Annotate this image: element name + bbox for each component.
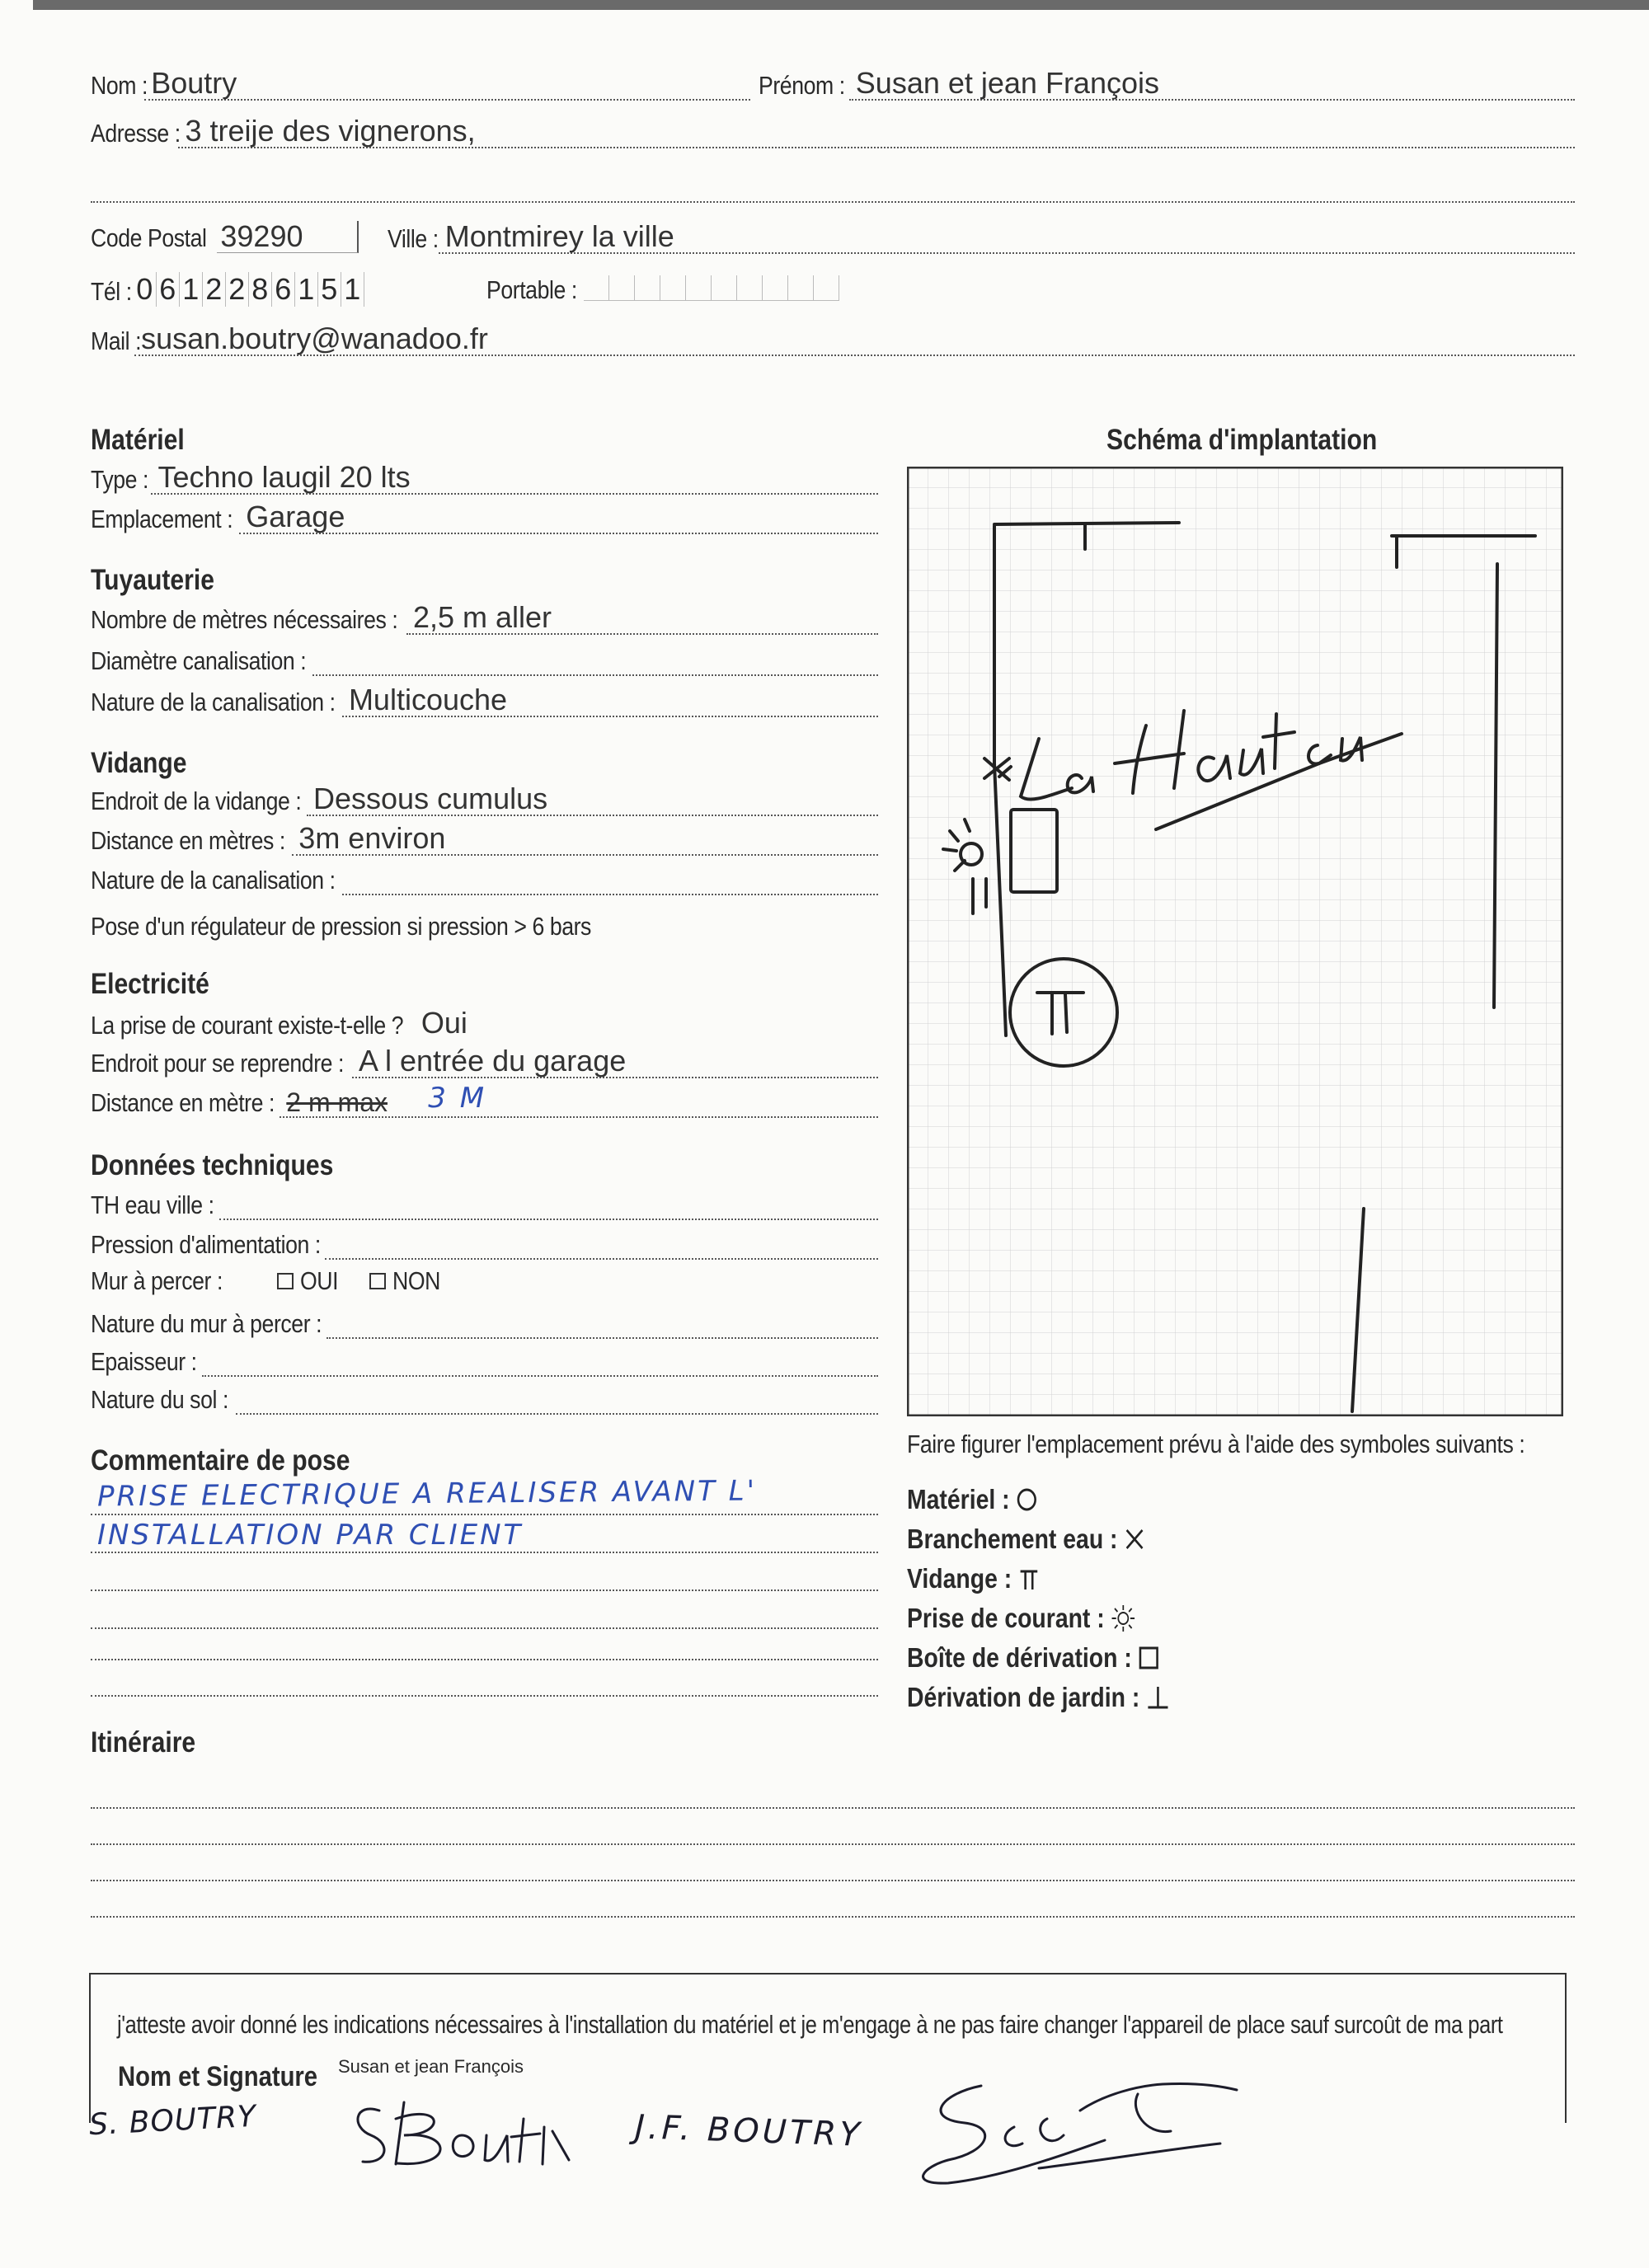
nature-mur-row bbox=[91, 1306, 878, 1339]
legend-branchement-label: Branchement eau : bbox=[907, 1524, 1118, 1554]
nature-canal-value[interactable]: Multicouche bbox=[348, 683, 508, 716]
tel-digit: 1 bbox=[341, 272, 364, 307]
commentaire-line[interactable] bbox=[91, 1626, 878, 1629]
reprendre-row bbox=[91, 1045, 878, 1078]
elec-distance-label: Distance en mètre : bbox=[91, 1088, 275, 1117]
commentaire-line[interactable] bbox=[91, 1693, 878, 1697]
vidange-title: Vidange bbox=[91, 747, 187, 779]
portable-boxes[interactable] bbox=[584, 275, 839, 305]
donnees-title: Données techniques bbox=[91, 1149, 334, 1181]
signature-s-boutry: S. BOUTRY bbox=[88, 2099, 258, 2143]
commentaire-title: Commentaire de pose bbox=[91, 1444, 350, 1477]
legend-derivation-jardin bbox=[907, 1682, 1170, 1713]
portable-label: Portable : bbox=[486, 275, 577, 304]
legend-branchement-eau bbox=[907, 1524, 1145, 1555]
emplacement-row bbox=[91, 501, 878, 534]
tel-digit: 8 bbox=[249, 272, 272, 307]
tel-digit: 6 bbox=[272, 272, 295, 307]
tel-row bbox=[91, 272, 364, 307]
cp-label: Code Postal bbox=[91, 223, 207, 252]
adresse-row bbox=[91, 115, 1575, 148]
reprendre-value[interactable]: A l entrée du garage bbox=[359, 1044, 627, 1078]
nom-value[interactable]: Boutry bbox=[151, 66, 237, 100]
emplacement-label: Emplacement : bbox=[91, 505, 233, 533]
legend-materiel bbox=[907, 1484, 1037, 1515]
type-row bbox=[91, 462, 878, 495]
mail-value[interactable]: susan.boutry@wanadoo.fr bbox=[141, 322, 488, 355]
adresse-line-2[interactable] bbox=[91, 200, 1575, 203]
adresse-label: Adresse : bbox=[91, 119, 181, 148]
portable-row bbox=[486, 275, 839, 305]
vidange-nature-label: Nature de la canalisation : bbox=[91, 866, 336, 895]
mur-non-checkbox[interactable] bbox=[369, 1266, 448, 1296]
ville-value[interactable]: Montmirey la ville bbox=[444, 219, 674, 253]
tel-label: Tél : bbox=[91, 277, 132, 306]
prenom-value[interactable]: Susan et jean François bbox=[855, 66, 1159, 100]
elec-distance-row bbox=[91, 1082, 878, 1118]
tel-digit: 2 bbox=[203, 272, 226, 307]
sol-row bbox=[91, 1382, 878, 1415]
sol-label: Nature du sol : bbox=[91, 1385, 228, 1414]
th-row bbox=[91, 1187, 878, 1220]
nom-row bbox=[91, 68, 750, 101]
vidange-distance-label: Distance en mètres : bbox=[91, 826, 285, 855]
vidange-nature-row bbox=[91, 862, 878, 895]
x-icon bbox=[1124, 1527, 1145, 1552]
prenom-label: Prénom : bbox=[759, 71, 845, 100]
mail-label: Mail : bbox=[91, 326, 142, 355]
commentaire-hand-line1: PRISE ELECTRIQUE A REALISER AVANT L' bbox=[96, 1474, 758, 1514]
commentaire-line[interactable] bbox=[91, 1512, 878, 1515]
legend-jardin-label: Dérivation de jardin : bbox=[907, 1682, 1140, 1712]
sun-icon bbox=[1111, 1604, 1135, 1632]
pression-row bbox=[91, 1227, 878, 1260]
vidange-endroit-value[interactable]: Dessous cumulus bbox=[313, 782, 548, 815]
type-value[interactable]: Techno laugil 20 lts bbox=[157, 460, 411, 494]
commentaire-line[interactable] bbox=[91, 1588, 878, 1591]
itineraire-line[interactable] bbox=[91, 1914, 1575, 1918]
tel-digit: 5 bbox=[318, 272, 341, 307]
vidange-endroit-row bbox=[91, 783, 878, 816]
elec-distance-hand[interactable]: 3 M bbox=[428, 1082, 487, 1115]
tel-digit: 0 bbox=[134, 272, 157, 307]
itineraire-title: Itinéraire bbox=[91, 1726, 196, 1759]
legend-vidange-label: Vidange : bbox=[907, 1563, 1012, 1594]
attestation-text: j'atteste avoir donné les indications nécessaires à l'installation du matériel et je m'engage à ne pas faire changer l'appareil de place sauf surcoût de ma part bbox=[117, 2010, 1503, 2039]
ville-row bbox=[388, 221, 1575, 254]
epaisseur-row bbox=[91, 1344, 878, 1377]
prenom-row bbox=[759, 68, 1575, 101]
vidange-endroit-label: Endroit de la vidange : bbox=[91, 787, 302, 815]
type-label: Type : bbox=[91, 465, 149, 494]
signature-jf-boutry: J.F. BOUTRY bbox=[634, 2108, 864, 2154]
legend-boite-label: Boîte de dérivation : bbox=[907, 1642, 1132, 1673]
nature-mur-label: Nature du mur à percer : bbox=[91, 1309, 322, 1338]
mur-non-label: NON bbox=[392, 1266, 440, 1295]
typed-names: Susan et jean François bbox=[338, 2056, 524, 2077]
signature-jf-scribble bbox=[890, 2061, 1245, 2193]
elec-distance-struck: 2 m max bbox=[286, 1087, 388, 1117]
mur-row bbox=[91, 1266, 448, 1296]
prise-row bbox=[91, 1006, 668, 1040]
schema-title: Schéma d'implantation bbox=[1106, 424, 1378, 456]
mail-row bbox=[91, 323, 1575, 356]
pression-label: Pression d'alimentation : bbox=[91, 1230, 321, 1259]
nature-canal-label: Nature de la canalisation : bbox=[91, 688, 336, 716]
tuyauterie-title: Tuyauterie bbox=[91, 564, 214, 596]
tel-digit: 6 bbox=[157, 272, 180, 307]
metres-label: Nombre de mètres nécessaires : bbox=[91, 605, 398, 634]
emplacement-value[interactable]: Garage bbox=[246, 500, 345, 533]
scan-border bbox=[33, 0, 1649, 10]
itineraire-line[interactable] bbox=[91, 1805, 1575, 1809]
pi-icon bbox=[1018, 1566, 1040, 1591]
diametre-label: Diamètre canalisation : bbox=[91, 646, 307, 675]
metres-row bbox=[91, 602, 878, 635]
itineraire-line[interactable] bbox=[91, 1878, 1575, 1881]
commentaire-hand-line2: INSTALLATION PAR CLIENT bbox=[97, 1519, 524, 1552]
metres-value[interactable]: 2,5 m aller bbox=[412, 600, 552, 634]
diametre-row bbox=[91, 643, 878, 676]
tel-digit: 1 bbox=[295, 272, 318, 307]
cp-row bbox=[91, 221, 379, 253]
schema-grid[interactable] bbox=[907, 467, 1563, 1416]
perpendicular-icon bbox=[1146, 1685, 1170, 1710]
reprendre-label: Endroit pour se reprendre : bbox=[91, 1049, 345, 1078]
ville-label: Ville : bbox=[388, 224, 439, 253]
legend-prise-courant bbox=[907, 1603, 1135, 1634]
itineraire-line[interactable] bbox=[91, 1842, 1575, 1845]
checkbox-icon bbox=[369, 1273, 386, 1289]
nom-label: Nom : bbox=[91, 71, 148, 100]
signature-susan-scribble bbox=[346, 2086, 577, 2176]
materiel-title: Matériel bbox=[91, 424, 185, 456]
adresse-value[interactable]: 3 treije des vignerons, bbox=[185, 114, 476, 148]
nom-signature-label: Nom et Signature bbox=[118, 2061, 318, 2092]
vidange-distance-row bbox=[91, 823, 878, 856]
cp-value[interactable]: 39290 bbox=[220, 219, 303, 253]
mur-oui-checkbox[interactable] bbox=[277, 1266, 345, 1296]
commentaire-line[interactable] bbox=[91, 1657, 878, 1660]
epaisseur-label: Epaisseur : bbox=[91, 1347, 197, 1376]
checkbox-icon bbox=[277, 1273, 294, 1289]
legend-prise-label: Prise de courant : bbox=[907, 1603, 1105, 1633]
circle-icon bbox=[1016, 1487, 1037, 1512]
mur-oui-label: OUI bbox=[299, 1266, 339, 1295]
electricite-title: Electricité bbox=[91, 968, 209, 1000]
regulateur-text: Pose d'un régulateur de pression si pression > 6 bars bbox=[91, 912, 591, 941]
legend-materiel-label: Matériel : bbox=[907, 1484, 1010, 1514]
vidange-distance-value[interactable]: 3m environ bbox=[298, 821, 446, 855]
tel-digit: 1 bbox=[180, 272, 203, 307]
prise-label: La prise de courant existe-t-elle ? bbox=[91, 1011, 404, 1040]
schema-instruction: Faire figurer l'emplacement prévu à l'aide des symboles suivants : bbox=[907, 1430, 1525, 1458]
legend-vidange bbox=[907, 1563, 1040, 1594]
tel-digits[interactable] bbox=[134, 272, 364, 307]
tel-digit: 2 bbox=[226, 272, 249, 307]
square-icon bbox=[1139, 1646, 1160, 1670]
mur-label: Mur à percer : bbox=[91, 1266, 223, 1295]
nature-canal-row bbox=[91, 684, 878, 717]
th-label: TH eau ville : bbox=[91, 1190, 214, 1219]
prise-value[interactable]: Oui bbox=[420, 1006, 467, 1040]
legend-boite-derivation bbox=[907, 1642, 1159, 1674]
attestation-box bbox=[89, 1973, 1567, 2123]
